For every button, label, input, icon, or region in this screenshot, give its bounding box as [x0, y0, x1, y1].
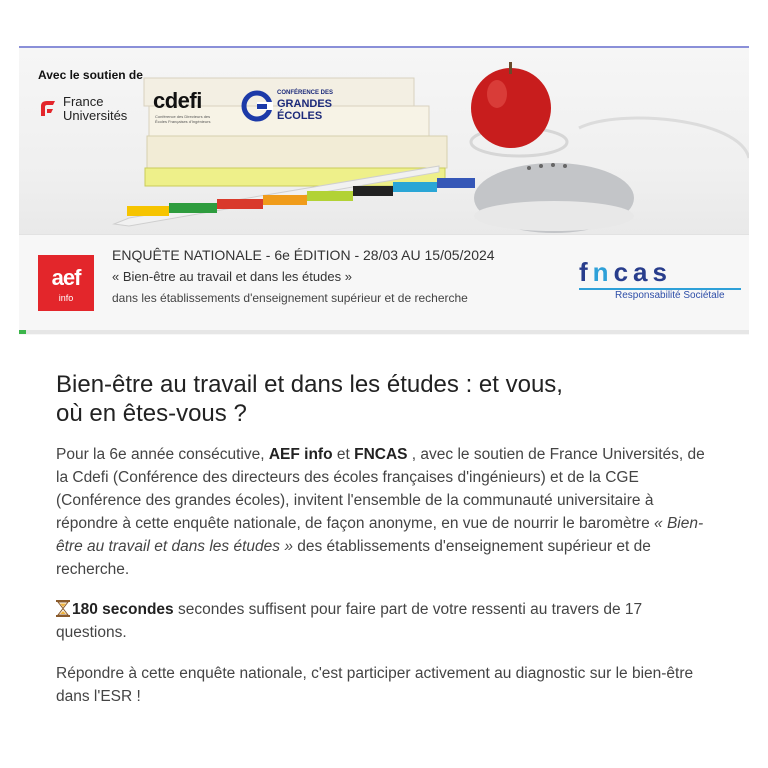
hourglass-icon — [56, 600, 70, 617]
aef-sub: info — [58, 293, 74, 303]
intro-text-a: Pour la 6e année consécutive, — [56, 446, 269, 463]
intro-paragraph — [56, 443, 716, 581]
fncas-rest: cas — [613, 257, 672, 287]
support-title: Avec le soutien de — [38, 68, 143, 82]
cge-ring-icon — [241, 90, 273, 122]
page-title-line1: Bien-être au travail et dans les études : et vous, — [56, 371, 563, 398]
intro-text-b: et — [332, 446, 355, 463]
duration-strong: 180 secondes — [72, 601, 174, 618]
fncas-f: f — [579, 257, 593, 287]
aef-info-strong: AEF info — [268, 446, 333, 463]
page-title — [56, 370, 706, 428]
cge-line2: GRANDES — [277, 98, 333, 110]
duration-paragraph — [56, 598, 716, 644]
fncas-logo — [579, 259, 741, 299]
aef-info-logo — [38, 255, 94, 311]
cge-line3: ÉCOLES — [277, 110, 323, 122]
page-title-line2: où en êtes-vous ? — [56, 400, 247, 427]
france-universites-line2: Universités — [63, 108, 128, 123]
survey-progress-bar — [19, 330, 749, 334]
survey-scope: dans les établissements d'enseignement supérieur et de recherche — [112, 291, 468, 305]
fncas-tagline: Responsabilité Sociétale — [615, 290, 725, 301]
cdefi-wordmark: cdefi — [153, 88, 202, 113]
survey-info-strip — [19, 234, 749, 335]
survey-quote: « Bien-être au travail et dans les études » — [112, 269, 352, 284]
barometer-quote: « Bien-être au travail et dans les études » — [56, 515, 704, 555]
france-universites-line1: France — [63, 94, 104, 109]
fncas-n: n — [592, 257, 614, 287]
closing-paragraph: Répondre à cette enquête nationale, c'est participer activement au diagnostic sur le bien-être dans l'ESR ! — [56, 665, 694, 705]
fncas-wordmark — [579, 257, 672, 288]
cge-line1: CONFÉRENCE DES — [277, 90, 334, 96]
survey-progress-fill — [19, 330, 26, 334]
intro-text-c: , avec le soutien de France Universités, de la Cdefi (Conférence des directeurs des écoles françaises d'ingénieurs) et de la CGE (Conférence des grandes écoles), invitent l'ensemble de la communauté universitaire à répondre à cette enquête nationale, de façon anonyme, en vue de nourrir le baromètre — [56, 446, 705, 532]
france-universites-mark-icon — [39, 100, 57, 116]
cdefi-subtitle: Conférence des Directeurs des Écoles Françaises d'Ingénieurs — [155, 114, 211, 124]
survey-banner — [19, 46, 749, 336]
duration-rest: secondes suffisent pour faire part de votre ressenti au travers de 17 questions. — [56, 601, 643, 641]
survey-title: ENQUÊTE NATIONALE - 6e ÉDITION - 28/03 AU 15/05/2024 — [112, 247, 495, 263]
aef-wordmark: aef — [51, 265, 81, 290]
fncas-strong: FNCAS — [354, 446, 408, 463]
intro-text-d: des établissements d'enseignement supérieur et de recherche. — [56, 538, 651, 578]
cdefi-logo — [153, 88, 211, 124]
hero-image — [19, 48, 749, 234]
